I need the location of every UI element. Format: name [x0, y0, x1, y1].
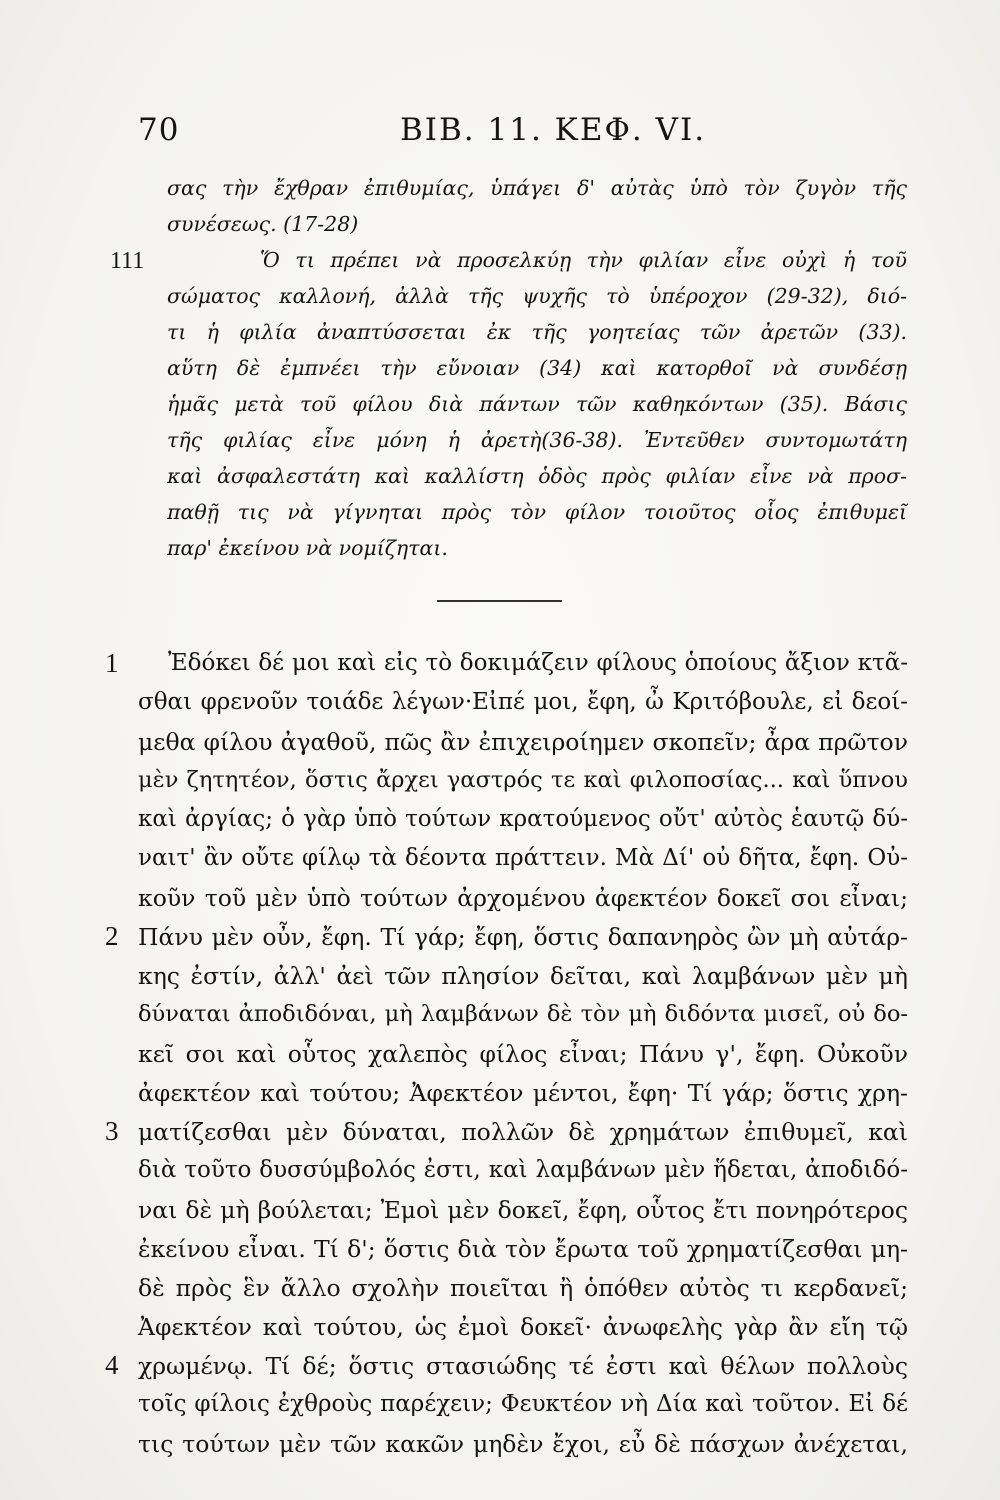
text-line: διὰ τοῦτο δυσσύμβολός ἐστι, καὶ λαμβάνων μὲν ἥδεται, ἀποδιδό- [138, 1157, 908, 1183]
text-line: κεῖ σοι καὶ οὗτος χαλεπὸς φίλος εἶναι; Πάνυ γ', ἔφη. Οὐκοῦν [138, 1040, 908, 1068]
paragraph-number: 4 [105, 1350, 119, 1380]
summary-line: σώματος καλλονή, ἀλλὰ τῆς ψυχῆς τὸ ὑπέροχον (29-32), διό- [167, 284, 907, 308]
text-line: Ἐδόκει δέ μοι καὶ εἰς τὸ δοκιμάζειν φίλους ὁποίους ἄξιον κτᾶ- [168, 650, 908, 676]
paragraph-number: 3 [105, 1116, 119, 1146]
paragraph-number: 2 [105, 921, 119, 951]
text-line: ἀφεκτέον καὶ τούτου; Ἀφεκτέον μέντοι, ἔφη· Τί γάρ; ὅστις χρη- [138, 1079, 908, 1107]
section-marker: 111 [110, 248, 145, 274]
text-line: χρωμένῳ. Τί δέ; ὅστις στασιώδης τέ ἐστι καὶ θέλων πολλοὺς [138, 1352, 908, 1380]
running-head: ΒΙΒ. 11. ΚΕΦ. VI. [400, 112, 707, 148]
text-line: μεθα φίλου ἀγαθοῦ, πῶς ἂν ἐπιχειροίημεν σκοπεῖν; ἆρα πρῶτον [138, 728, 908, 756]
summary-line: τι ἡ φιλία ἀναπτύσσεται ἐκ τῆς γοητείας τῶν ἀρετῶν (33). [167, 320, 907, 344]
text-line: μὲν ζητητέον, ὅστις ἄρχει γαστρός τε καὶ φιλοποσίας... καὶ ὕπνου [138, 767, 908, 793]
text-line: σθαι φρενοῦν τοιάδε λέγων·Εἰπέ μοι, ἔφη, ὦ Κριτόβουλε, εἰ δεοί- [138, 689, 908, 715]
text-line: κης ἐστίν, ἀλλ' ἀεὶ τῶν πλησίον δεῖται, καὶ λαμβάνων μὲν μὴ [138, 962, 908, 990]
summary-line: καὶ ἀσφαλεστάτη καὶ καλλίστη ὁδὸς πρὸς φιλίαν εἶνε νὰ προσ- [167, 464, 907, 488]
text-line: Ἀφεκτέον καὶ τούτου, ὡς ἐμοὶ δοκεῖ· ἀνωφελὴς γὰρ ἂν εἴη τῷ [138, 1313, 908, 1341]
text-line: ναιτ' ἂν οὔτε φίλῳ τὰ δέοντα πράττειν. Μὰ Δί' οὐ δῆτα, ἔφη. Οὐ- [138, 845, 908, 871]
text-line: ματίζεσθαι μὲν δύναται, πολλῶν δὲ χρημάτων ἐπιθυμεῖ, καὶ [138, 1118, 908, 1146]
paragraph-number: 1 [105, 648, 119, 678]
text-line: τις τούτων μὲν τῶν κακῶν μηδὲν ἔχοι, εὖ δὲ πάσχων ἀνέχεται, [138, 1430, 908, 1458]
page-header [138, 112, 918, 152]
summary-line: συνέσεως. (17-28) [167, 212, 359, 236]
summary-line: ἡμᾶς μετὰ τοῦ φίλου διὰ πάντων τῶν καθηκόντων (35). Βάσις [167, 392, 907, 416]
text-line: ναι δὲ μὴ βούλεται; Ἐμοὶ μὲν δοκεῖ, ἔφη, οὗτος ἔτι πονηρότερος [138, 1196, 908, 1224]
text-line: δύναται ἀποδιδόναι, μὴ λαμβάνων δὲ τὸν μὴ διδόντα μισεῖ, οὐ δο- [138, 1001, 908, 1027]
text-line: καὶ ἀργίας; ὁ γὰρ ὑπὸ τούτων κρατούμενος οὔτ' αὐτὸς ἑαυτῷ δύ- [138, 806, 908, 832]
summary-line: παθῇ τις νὰ γίγνηται πρὸς τὸν φίλον τοιοῦτος οἷος ἐπιθυμεῖ [167, 500, 907, 524]
text-line: δὲ πρὸς ἓν ἄλλο σχολὴν ποιεῖται ἢ ὁπόθεν αὐτὸς τι κερδανεῖ; [138, 1274, 908, 1302]
text-line: κοῦν τοῦ μὲν ὑπὸ τούτων ἀρχομένου ἀφεκτέον δοκεῖ σοι εἶναι; [138, 884, 908, 912]
text-line: ἐκείνου εἶναι. Τί δ'; ὅστις διὰ τὸν ἔρωτα τοῦ χρηματίζεσθαι μη- [138, 1235, 908, 1263]
summary-line: Ὅ τι πρέπει νὰ προσελκύῃ τὴν φιλίαν εἶνε οὐχὶ ἡ τοῦ [260, 248, 907, 272]
summary-line: σας τὴν ἔχθραν ἐπιθυμίας, ὑπάγει δ' αὐτὰς ὑπὸ τὸν ζυγὸν τῆς [167, 176, 907, 200]
text-line: Πάνυ μὲν οὖν, ἔφη. Τί γάρ; ἔφη, ὅστις δαπανηρὸς ὢν μὴ αὐτάρ- [138, 923, 908, 951]
page-number: 70 [138, 112, 180, 148]
summary-line: αὕτη δὲ ἐμπνέει τὴν εὔνοιαν (34) καὶ κατορθοῖ νὰ συνδέσῃ [167, 356, 907, 380]
text-line: τοῖς φίλοις ἐχθροὺς παρέχειν; Φευκτέον νὴ Δία καὶ τοῦτον. Εἰ δέ [138, 1391, 908, 1417]
summary-line: παρ' ἐκείνου νὰ νομίζηται. [167, 536, 448, 560]
summary-line: τῆς φιλίας εἶνε μόνη ἡ ἀρετὴ(36-38). Ἐντεῦθεν συντομωτάτη [167, 428, 907, 452]
section-divider [437, 600, 562, 602]
